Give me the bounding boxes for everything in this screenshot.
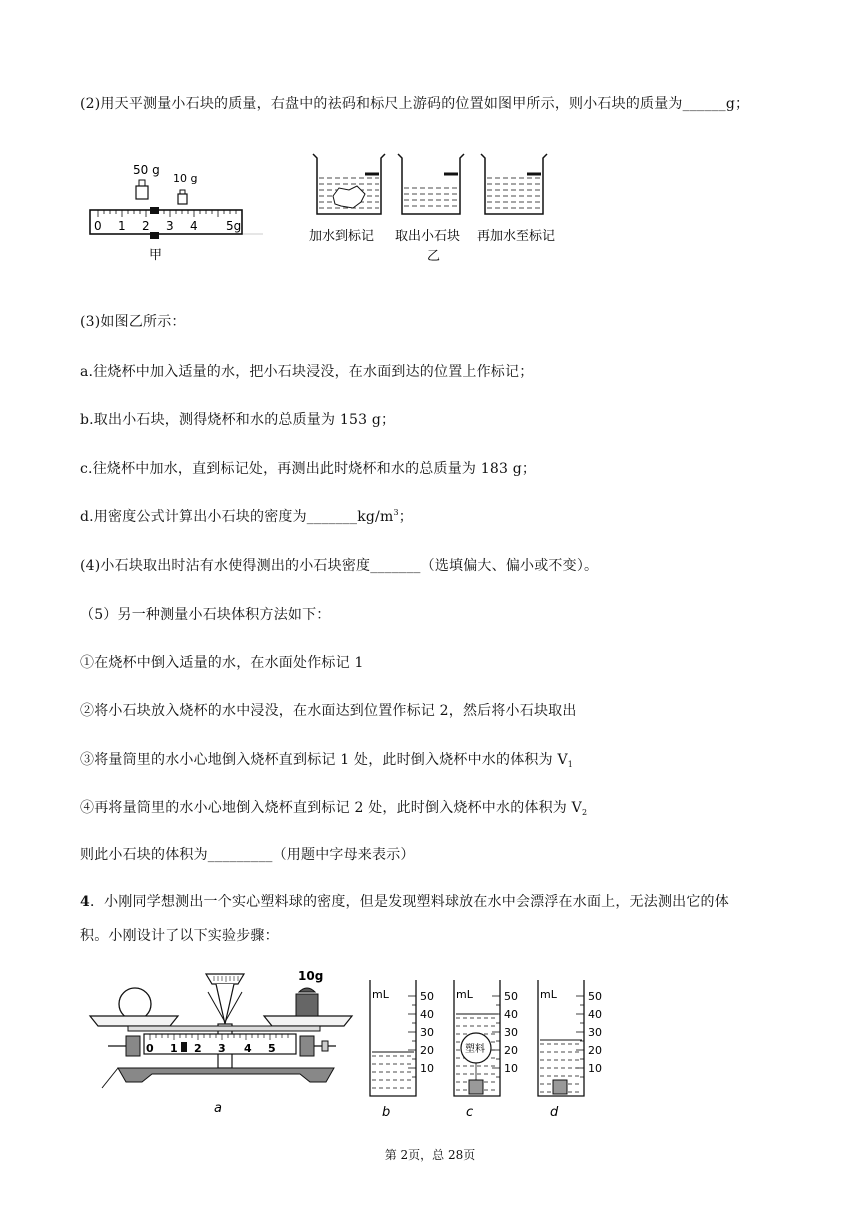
- plastic-ball-icon: [119, 988, 151, 1020]
- rider-top: [150, 207, 159, 214]
- figure-d-label: d: [550, 1105, 559, 1120]
- ruler-ticks: [98, 210, 236, 217]
- question-3-step-b: b.取出小石块，测得烧杯和水的总质量为 153 g；: [80, 412, 396, 428]
- figure-c-label: c: [466, 1105, 474, 1120]
- beaker-2: [398, 154, 464, 214]
- weight-50g-label: 50 g: [133, 163, 160, 177]
- beam-tick-2: 2: [194, 1042, 202, 1055]
- svg-text:40: 40: [504, 1008, 518, 1021]
- ball-label: 塑料: [465, 1044, 485, 1055]
- svg-text:30: 30: [504, 1026, 518, 1039]
- question-3-step-a: a.往烧杯中加入适量的水，把小石块浸没，在水面到达的位置上作标记；: [80, 364, 534, 380]
- svg-text:40: 40: [588, 1008, 602, 1021]
- svg-text:10: 10: [420, 1062, 434, 1075]
- svg-text:50: 50: [504, 990, 518, 1003]
- weight-10g-icon: [296, 994, 318, 1016]
- sinker-icon: [469, 1080, 483, 1094]
- beaker-1: [313, 154, 385, 214]
- question-4-sub-text: (4)小石块取出时沾有水使得测出的小石块密度_______（选填偏大、偏小或不变）。: [80, 558, 599, 574]
- beaker-caption-3: 再加水至标记: [477, 229, 556, 244]
- beam-tick-4: 4: [244, 1042, 252, 1055]
- svg-text:mL: mL: [372, 988, 389, 1001]
- cylinder-b: [370, 980, 434, 1120]
- svg-text:20: 20: [420, 1044, 434, 1057]
- beam-tick-3: 3: [218, 1042, 226, 1055]
- beam-tick-0: 0: [146, 1042, 154, 1055]
- question-5-step-2: ②将小石块放入烧杯的水中浸没，在水面达到位置作标记 2，然后将小石块取出: [80, 703, 577, 719]
- sinker-icon: [553, 1080, 567, 1094]
- beam-tick-1: 1: [170, 1042, 178, 1055]
- figure-a-label: a: [214, 1101, 222, 1116]
- question-5-intro: （5）另一种测量小石块体积方法如下：: [80, 607, 331, 623]
- question-5-step-3: ③将量筒里的水小心地倒入烧杯直到标记 1 处，此时倒入烧杯中水的体积为 $V_1$: [80, 752, 574, 769]
- svg-text:10: 10: [588, 1062, 602, 1075]
- figure-jia-balance: [88, 150, 288, 265]
- problem-4-number: 4: [80, 894, 90, 910]
- figure-b-label: b: [382, 1105, 391, 1120]
- svg-text:10: 10: [504, 1062, 518, 1075]
- figure-a-balance: [88, 962, 364, 1122]
- problem-4-line-2: 积。小刚设计了以下实验步骤：: [80, 928, 279, 944]
- ruler-tick-5g: 5g: [226, 219, 242, 233]
- ruler-tick-1: 1: [118, 219, 126, 233]
- figure-jia-label: 甲: [149, 248, 163, 263]
- rider-bottom: [150, 232, 159, 239]
- svg-text:20: 20: [588, 1044, 602, 1057]
- weight-10g-label: 10g: [298, 969, 324, 983]
- question-3-step-c: c.往烧杯中加水，直到标记处，再测出此时烧杯和水的总质量为 183 g；: [80, 461, 537, 477]
- svg-text:40: 40: [420, 1008, 434, 1021]
- ruler-tick-2: 2: [142, 219, 150, 233]
- svg-text:20: 20: [504, 1044, 518, 1057]
- question-5-step-4: ④再将量筒里的水小心地倒入烧杯直到标记 2 处，此时倒入烧杯中水的体积为 $V_2$: [80, 800, 588, 817]
- question-3-step-d: d.用密度公式计算出小石块的密度为$\_\_\_\_\_\_\_kg/m^3$；: [80, 508, 413, 525]
- svg-text:50: 50: [420, 990, 434, 1003]
- question-5-step-1: ①在烧杯中倒入适量的水，在水面处作标记 1: [80, 655, 364, 671]
- svg-text:mL: mL: [540, 988, 557, 1001]
- weight-50g-icon: [136, 186, 148, 199]
- page-footer: 第 2页，总 28页: [384, 1148, 476, 1162]
- ruler-tick-0: 0: [94, 219, 102, 233]
- problem-4-line-1: 4．小刚同学想测出一个实心塑料球的密度，但是发现塑料球放在水中会漂浮在水面上，无法测出它的体: [80, 894, 729, 910]
- ruler-tick-3: 3: [166, 219, 174, 233]
- figure-yi-label: 乙: [427, 249, 441, 264]
- beaker-3: [481, 154, 547, 214]
- beam-tick-5: 5: [268, 1042, 276, 1055]
- question-3-intro: (3)如图乙所示：: [80, 314, 186, 330]
- figure-cylinders: [360, 970, 610, 1120]
- svg-text:30: 30: [588, 1026, 602, 1039]
- cylinder-c: [454, 980, 518, 1120]
- weight-10g-label: 10 g: [173, 172, 198, 185]
- question-5-ask: 则此小石块的体积为_________（用题中字母来表示）: [80, 847, 415, 863]
- beam-rider: [181, 1042, 187, 1052]
- ruler-tick-4: 4: [190, 219, 198, 233]
- svg-text:30: 30: [420, 1026, 434, 1039]
- weight-10g-icon: [178, 194, 187, 204]
- figure-yi-beakers: [305, 150, 565, 265]
- beaker-caption-2: 取出小石块: [395, 229, 461, 244]
- svg-text:50: 50: [588, 990, 602, 1003]
- beaker-caption-1: 加水到标记: [309, 229, 375, 244]
- svg-text:mL: mL: [456, 988, 473, 1001]
- question-2-text: (2)用天平测量小石块的质量，右盘中的祛码和标尺上游码的位置如图甲所示，则小石块的质量为______g；: [80, 96, 750, 112]
- stone-icon: [333, 186, 365, 208]
- cylinder-d: [538, 980, 602, 1120]
